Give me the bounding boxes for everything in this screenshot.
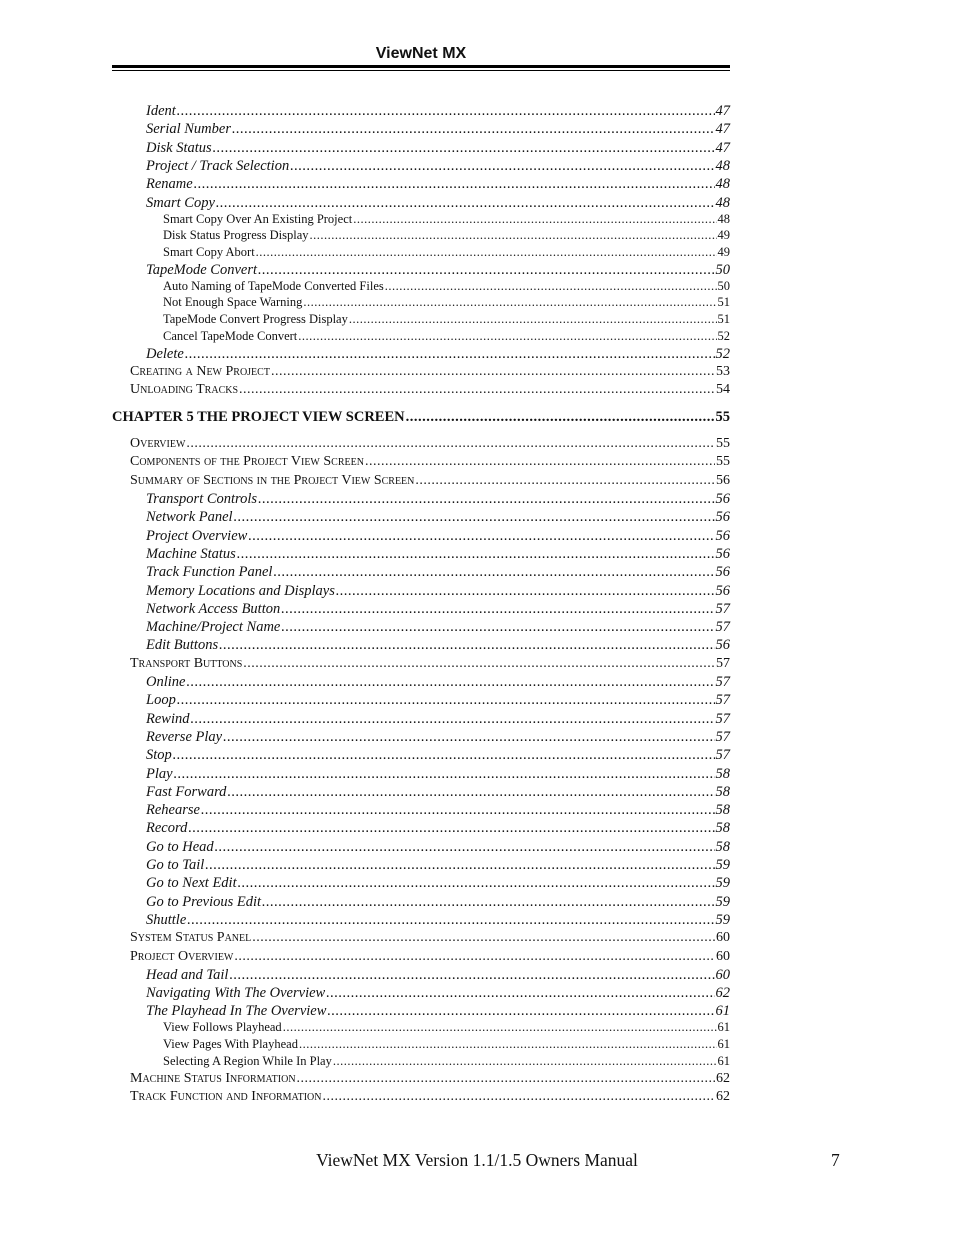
- toc-dot-leader: [223, 729, 714, 746]
- toc-entry-title: Fast Forward: [146, 783, 227, 800]
- toc-dot-leader: [205, 857, 714, 874]
- toc-entry[interactable]: [163, 1020, 730, 1035]
- toc-entry-title: Selecting A Region While In Play: [163, 1053, 332, 1068]
- toc-entry[interactable]: [163, 329, 730, 344]
- toc-entry-page: 61: [717, 1037, 730, 1051]
- toc-entry-page: 51: [717, 295, 730, 310]
- toc-dot-leader: [303, 295, 716, 310]
- toc-entry-page: 57: [716, 655, 730, 671]
- toc-dot-leader: [229, 967, 714, 984]
- toc-entry-title: Reverse Play: [146, 728, 223, 745]
- toc-entry-title: Smart Copy Over An Existing Project: [163, 211, 353, 226]
- toc-entry[interactable]: [146, 857, 730, 874]
- toc-entry-page: 56: [715, 582, 730, 599]
- toc-entry[interactable]: [130, 1071, 730, 1087]
- toc-entry-title: Rehearse: [146, 802, 200, 819]
- toc-entry[interactable]: [130, 436, 730, 452]
- toc-dot-leader: [262, 894, 714, 911]
- toc-entry-page: 51: [717, 311, 730, 326]
- toc-dot-leader: [353, 212, 716, 227]
- toc-entry[interactable]: [163, 1037, 730, 1052]
- toc-entry-title: Serial Number: [146, 121, 231, 138]
- toc-dot-leader: [227, 784, 714, 801]
- toc-dot-leader: [256, 245, 717, 260]
- toc-entry-title: Unloading Tracks: [130, 382, 239, 398]
- toc-entry[interactable]: [146, 140, 730, 157]
- toc-entry[interactable]: [130, 949, 730, 965]
- toc-entry[interactable]: [146, 346, 730, 363]
- toc-entry-page: 57: [715, 692, 730, 709]
- toc-entry-page: 49: [717, 244, 730, 259]
- toc-entry-page: 58: [715, 783, 730, 800]
- toc-entry[interactable]: [146, 747, 730, 764]
- toc-entry-page: 56: [715, 527, 730, 544]
- toc-entry-page: 58: [715, 820, 730, 837]
- toc-entry-page: 57: [715, 600, 730, 617]
- toc-entry-page: 50: [717, 278, 730, 293]
- toc-dot-leader: [323, 1089, 715, 1105]
- toc-entry-title: Track Function and Information: [130, 1088, 322, 1104]
- toc-dot-leader: [299, 1037, 717, 1052]
- toc-dot-leader: [191, 711, 715, 728]
- toc-dot-leader: [298, 329, 716, 344]
- toc-entry-page: 59: [715, 857, 730, 873]
- toc-entry-page: 60: [716, 930, 730, 946]
- toc-entry-title: Rewind: [146, 710, 190, 727]
- toc-entry[interactable]: [130, 473, 730, 489]
- toc-entry-page: 57: [715, 710, 730, 727]
- toc-entry-page: 56: [715, 491, 730, 507]
- toc-entry[interactable]: [146, 583, 730, 600]
- toc-entry-title: Project Overview: [146, 527, 248, 544]
- toc-dot-leader: [271, 364, 715, 380]
- toc-entry-page: 62: [716, 1070, 730, 1086]
- toc-entry-title: Components of the Project View Screen: [130, 454, 364, 470]
- toc-entry-page: 58: [715, 802, 730, 819]
- toc-dot-leader: [385, 279, 717, 294]
- toc-entry[interactable]: [146, 195, 730, 212]
- toc-entry[interactable]: [146, 158, 730, 175]
- toc-entry[interactable]: [146, 820, 730, 837]
- toc-entry-title: Summary of Sections in the Project View Screen: [130, 472, 415, 488]
- toc-entry-title: TapeMode Convert Progress Display: [163, 311, 348, 326]
- toc-entry-title: Go to Previous Edit: [146, 893, 262, 910]
- toc-dot-leader: [281, 601, 714, 618]
- toc-entry-page: 55: [716, 454, 730, 470]
- toc-dot-leader: [258, 491, 714, 508]
- toc-entry-title: Go to Tail: [146, 857, 205, 873]
- toc-dot-leader: [297, 1071, 715, 1087]
- toc-entry-title: Stop: [146, 747, 172, 764]
- toc-entry-title: Transport Controls: [146, 491, 258, 507]
- toc-entry-title: Go to Next Edit: [146, 875, 237, 892]
- toc-entry-page: 57: [715, 747, 730, 764]
- toc-entry-title: Not Enough Space Warning: [163, 295, 303, 310]
- toc-entry-page: 56: [715, 545, 730, 562]
- toc-dot-leader: [238, 875, 715, 892]
- toc-entry-page: 57: [715, 674, 730, 690]
- toc-entry[interactable]: [146, 176, 730, 193]
- toc-entry-title: View Follows Playhead: [163, 1020, 282, 1035]
- toc-entry-page: 47: [715, 121, 730, 138]
- toc-entry[interactable]: [163, 1054, 730, 1069]
- toc-entry[interactable]: [146, 564, 730, 581]
- toc-entry[interactable]: [146, 875, 730, 892]
- toc-entry-title: Network Panel: [146, 509, 233, 526]
- toc-entry-title: Shuttle: [146, 911, 187, 928]
- toc-dot-leader: [234, 509, 715, 526]
- toc-entry-title: Network Access Button: [146, 600, 281, 617]
- toc-dot-leader: [174, 766, 715, 783]
- toc-entry[interactable]: [146, 1003, 730, 1020]
- toc-dot-leader: [252, 930, 715, 946]
- toc-entry-title: Machine Status: [146, 545, 236, 562]
- toc-entry[interactable]: [146, 121, 730, 138]
- toc-entry[interactable]: [146, 729, 730, 746]
- toc-entry[interactable]: [163, 228, 730, 243]
- toc-entry-title: Machine/Project Name: [146, 619, 281, 636]
- toc-entry[interactable]: [146, 802, 730, 819]
- toc-dot-leader: [215, 839, 715, 856]
- toc-entry-page: 60: [716, 948, 730, 964]
- toc-dot-leader: [232, 121, 715, 138]
- toc-entry[interactable]: [163, 295, 730, 310]
- toc-entry[interactable]: [146, 637, 730, 654]
- toc-dot-leader: [283, 1020, 717, 1035]
- toc-entry[interactable]: [146, 985, 730, 1002]
- toc-entry-title: Delete: [146, 345, 184, 362]
- toc-dot-leader: [213, 140, 715, 157]
- toc-dot-leader: [177, 103, 715, 120]
- toc-entry-title: Auto Naming of TapeMode Converted Files: [163, 278, 384, 293]
- toc-dot-leader: [201, 802, 715, 819]
- toc-dot-leader: [258, 262, 714, 279]
- toc-entry-title: System Status Panel: [130, 930, 252, 946]
- toc-dot-leader: [216, 195, 715, 212]
- toc-entry-page: 55: [715, 409, 730, 426]
- toc-entry[interactable]: [146, 491, 730, 508]
- toc-entry-page: 56: [716, 472, 730, 488]
- toc-dot-leader: [248, 528, 714, 545]
- toc-entry-page: 57: [715, 619, 730, 636]
- toc-entry-title: TapeMode Convert: [146, 261, 258, 278]
- toc-entry-title: Machine Status Information: [130, 1070, 296, 1086]
- toc-entry-title: Track Function Panel: [146, 564, 273, 581]
- toc-entry-title: Play: [146, 765, 173, 782]
- toc-dot-leader: [406, 409, 715, 426]
- toc-entry-title: Head and Tail: [146, 966, 229, 983]
- toc-entry-page: 62: [716, 1088, 730, 1104]
- toc-dot-leader: [349, 312, 717, 327]
- toc-entry-page: 56: [715, 509, 730, 526]
- toc-entry[interactable]: [146, 894, 730, 911]
- running-header-title: ViewNet MX: [375, 45, 467, 62]
- toc-dot-leader: [185, 346, 715, 363]
- toc-entry[interactable]: [146, 766, 730, 783]
- toc-dot-leader: [173, 747, 715, 764]
- toc-entry[interactable]: [146, 262, 730, 279]
- toc-entry-page: 53: [716, 363, 730, 379]
- toc-entry-title: Smart Copy Abort: [163, 244, 255, 259]
- toc-dot-leader: [234, 949, 715, 965]
- toc-entry-title: Online: [146, 674, 186, 690]
- toc-entry-page: 59: [715, 911, 730, 928]
- toc-entry-page: 59: [715, 893, 730, 910]
- footer-manual-title: ViewNet MX Version 1.1/1.5 Owners Manual: [316, 1150, 638, 1170]
- toc-entry-title: Transport Buttons: [130, 655, 243, 671]
- toc-entry-page: 57: [715, 728, 730, 745]
- toc-entry-page: 56: [715, 564, 730, 581]
- toc-entry[interactable]: [163, 212, 730, 227]
- toc-entry-page: 62: [715, 985, 730, 1002]
- toc-entry-page: 59: [715, 875, 730, 892]
- toc-dot-leader: [326, 985, 714, 1002]
- toc-dot-leader: [177, 692, 715, 709]
- toc-dot-leader: [415, 473, 715, 489]
- toc-entry-page: 47: [715, 103, 730, 119]
- toc-entry-page: 52: [715, 345, 730, 362]
- toc-entry[interactable]: [146, 711, 730, 728]
- toc-entry-title: Project Overview: [130, 948, 234, 964]
- toc-dot-leader: [186, 436, 715, 452]
- toc-entry-title: Go to Head: [146, 838, 214, 855]
- toc-entry-title: View Pages With Playhead: [163, 1037, 298, 1051]
- toc-entry[interactable]: [130, 364, 730, 380]
- toc-entry-page: 48: [715, 194, 730, 211]
- toc-entry[interactable]: [163, 245, 730, 260]
- toc-entry[interactable]: [163, 312, 730, 327]
- toc-entry-page: 61: [717, 1020, 730, 1035]
- toc-entry-page: 52: [717, 328, 730, 343]
- toc-entry-title: Creating a New Project: [130, 363, 270, 379]
- toc-dot-leader: [187, 912, 714, 929]
- toc-entry[interactable]: [146, 967, 730, 984]
- toc-entry[interactable]: [146, 601, 730, 618]
- toc-dot-leader: [188, 820, 714, 837]
- toc-entry-title: The Playhead In The Overview: [146, 1003, 327, 1020]
- toc-entry[interactable]: [146, 839, 730, 856]
- toc-entry[interactable]: [130, 930, 730, 946]
- toc-entry-page: 47: [715, 139, 730, 156]
- toc-entry-page: 54: [716, 382, 730, 398]
- toc-entry-title: Memory Locations and Displays: [146, 582, 335, 599]
- toc-entry-title: Ident: [146, 103, 176, 119]
- toc-entry-title: Disk Status: [146, 139, 212, 156]
- toc-entry[interactable]: [146, 546, 730, 563]
- toc-dot-leader: [273, 564, 714, 581]
- toc-entry-page: 50: [715, 261, 730, 278]
- toc-entry[interactable]: [130, 656, 730, 672]
- toc-entry-page: 61: [715, 1003, 730, 1020]
- toc-dot-leader: [239, 382, 715, 398]
- toc-entry-page: 61: [717, 1053, 730, 1068]
- toc-entry[interactable]: [146, 912, 730, 929]
- toc-entry-title: Overview: [130, 436, 186, 452]
- toc-dot-leader: [310, 228, 717, 243]
- toc-entry-page: 58: [715, 838, 730, 855]
- toc-dot-leader: [243, 656, 715, 672]
- toc-entry[interactable]: [146, 674, 730, 691]
- toc-entry[interactable]: [146, 509, 730, 526]
- toc-entry[interactable]: [130, 1089, 730, 1105]
- toc-entry[interactable]: [112, 409, 730, 426]
- toc-entry[interactable]: [146, 528, 730, 545]
- footer-page-number: 7: [831, 1150, 840, 1170]
- toc-entry-page: 48: [715, 157, 730, 174]
- toc-dot-leader: [186, 674, 714, 691]
- toc-entry-title: Project / Track Selection: [146, 157, 290, 174]
- toc-dot-leader: [237, 546, 715, 563]
- toc-dot-leader: [327, 1003, 714, 1020]
- toc-dot-leader: [333, 1054, 717, 1069]
- toc-dot-leader: [365, 454, 715, 470]
- toc-entry[interactable]: [163, 279, 730, 294]
- toc-dot-leader: [281, 619, 714, 636]
- toc-entry-title: CHAPTER 5 THE PROJECT VIEW SCREEN: [112, 409, 405, 426]
- toc-entry-title: Loop: [146, 692, 176, 709]
- toc-entry-title: Rename: [146, 176, 193, 193]
- toc-entry-title: Edit Buttons: [146, 637, 219, 654]
- toc-entry[interactable]: [130, 382, 730, 398]
- toc-entry-page: 55: [716, 436, 730, 452]
- toc-entry[interactable]: [146, 103, 730, 120]
- toc-dot-leader: [290, 158, 714, 175]
- toc-entry[interactable]: [146, 692, 730, 709]
- toc-dot-leader: [336, 583, 715, 600]
- toc-entry-title: Smart Copy: [146, 194, 215, 211]
- toc-entry-page: 60: [715, 966, 730, 983]
- toc-entry-title: Cancel TapeMode Convert: [163, 328, 298, 343]
- toc-entry-page: 48: [715, 176, 730, 193]
- toc-entry-page: 49: [717, 228, 730, 243]
- toc-dot-leader: [219, 637, 714, 654]
- toc-entry-page: 48: [717, 211, 730, 226]
- toc-dot-leader: [194, 176, 715, 193]
- toc-entry[interactable]: [146, 619, 730, 636]
- toc-entry[interactable]: [130, 454, 730, 470]
- toc-entry-page: 56: [715, 637, 730, 654]
- toc-entry-title: Disk Status Progress Display: [163, 228, 309, 243]
- toc-entry-title: Record: [146, 820, 188, 837]
- toc-entry-title: Navigating With The Overview: [146, 985, 326, 1002]
- toc-entry[interactable]: [146, 784, 730, 801]
- toc-entry-page: 58: [715, 765, 730, 782]
